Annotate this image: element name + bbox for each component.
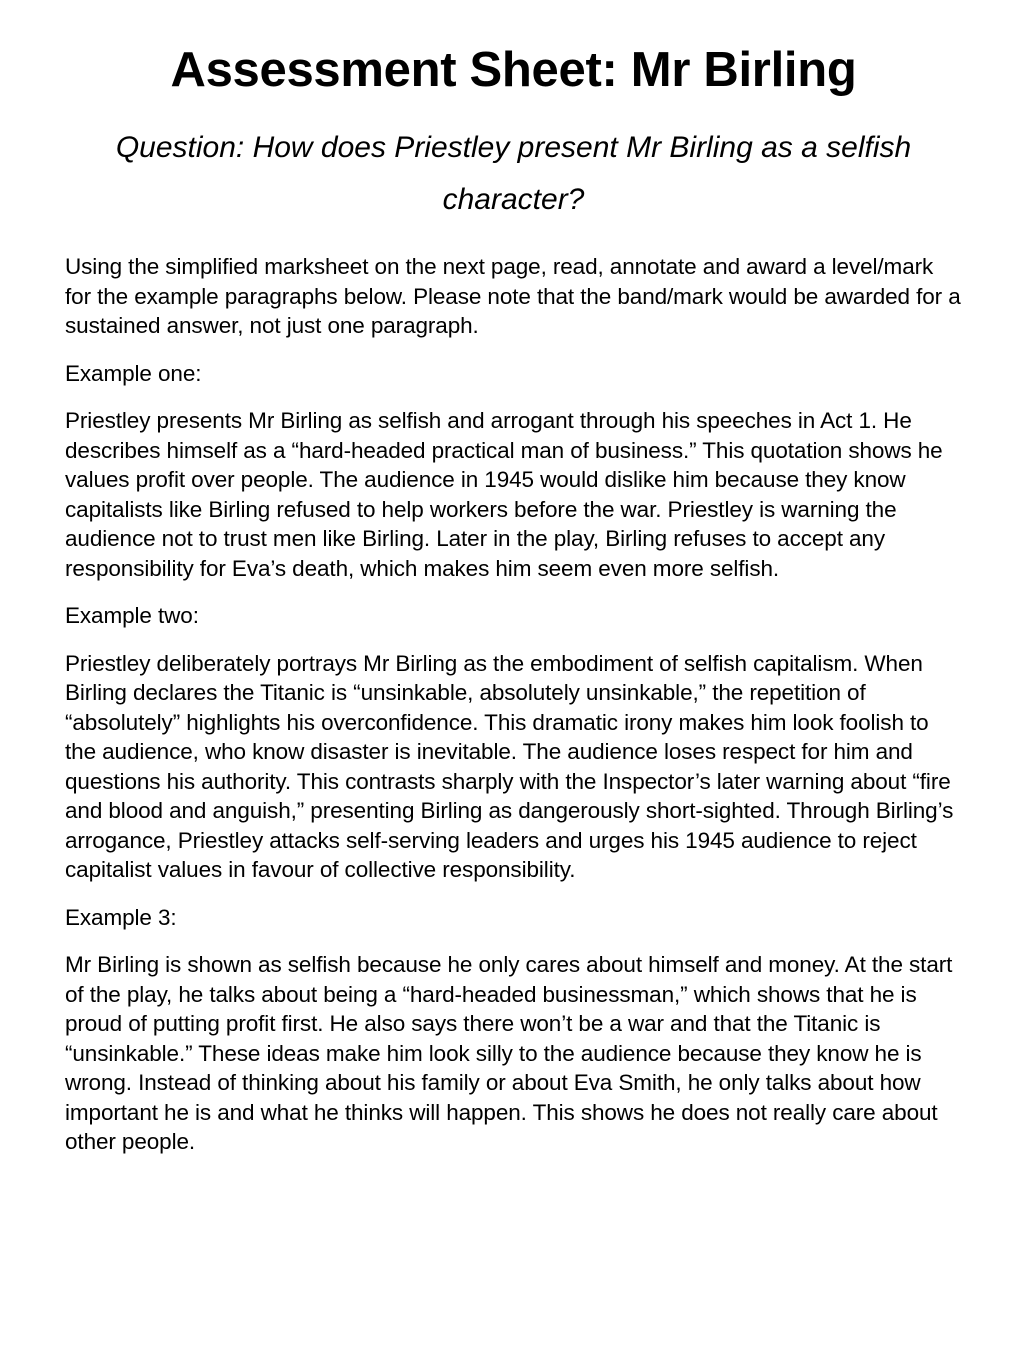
- example-three-paragraph: Mr Birling is shown as selfish because he only cares about himself and money. At the start of the play, he talks about being a “hard-headed businessman,” which shows that he is proud of putting profit first. He also says there won’t be a war and that the Titanic is “unsinkable.” These ideas make him look silly to the audience because they know he is wrong. Instead of thinking about his family or about Eva Smith, he only talks about how important he is and what he thinks will happen. This shows he does not really care about other people.: [65, 952, 953, 1154]
- example-three-heading: Example 3:: [65, 904, 177, 930]
- page-title: Assessment Sheet: Mr Birling: [170, 43, 857, 97]
- example-two-paragraph: Priestley deliberately portrays Mr Birling as the embodiment of selfish capitalism. When Birling declares the Titanic is “unsinkable, absolutely unsinkable,” the repetition of “absolutely” highlights his overconfidence. This dramatic irony makes him look foolish to the audience, who know disaster is inevitable. The audience loses respect for him and questions his authority. This contrasts sharply with the Inspector’s later warning about “fire and blood and anguish,” presenting Birling as dangerously short-sighted. Through Birling’s arrogance, Priestley attacks self-serving leaders and urges his 1945 audience to reject capitalist values in favour of collective responsibility.: [65, 650, 954, 882]
- example-one-heading: Example one:: [65, 360, 202, 386]
- instructions-paragraph: Using the simplified marksheet on the next page, read, annotate and award a level/mark for the example paragraphs below. Please note that the band/mark would be awarded for a sustained answer, not just one paragraph.: [65, 254, 961, 338]
- document-body: [65, 252, 962, 1157]
- essay-question: Question: How does Priestley present Mr Birling as a selfish character?: [115, 131, 912, 216]
- example-one-paragraph: Priestley presents Mr Birling as selfish and arrogant through his speeches in Act 1. He describes himself as a “hard-headed practical man of business.” This quotation shows he values profit over people. The audience in 1945 would dislike him because they know capitalists like Birling refused to help workers before the war. Priestley is warning the audience not to trust men like Birling. Later in the play, Birling refuses to accept any responsibility for Eva’s death, which makes him seem even more selfish.: [65, 408, 943, 581]
- example-two-heading: Example two:: [65, 603, 199, 628]
